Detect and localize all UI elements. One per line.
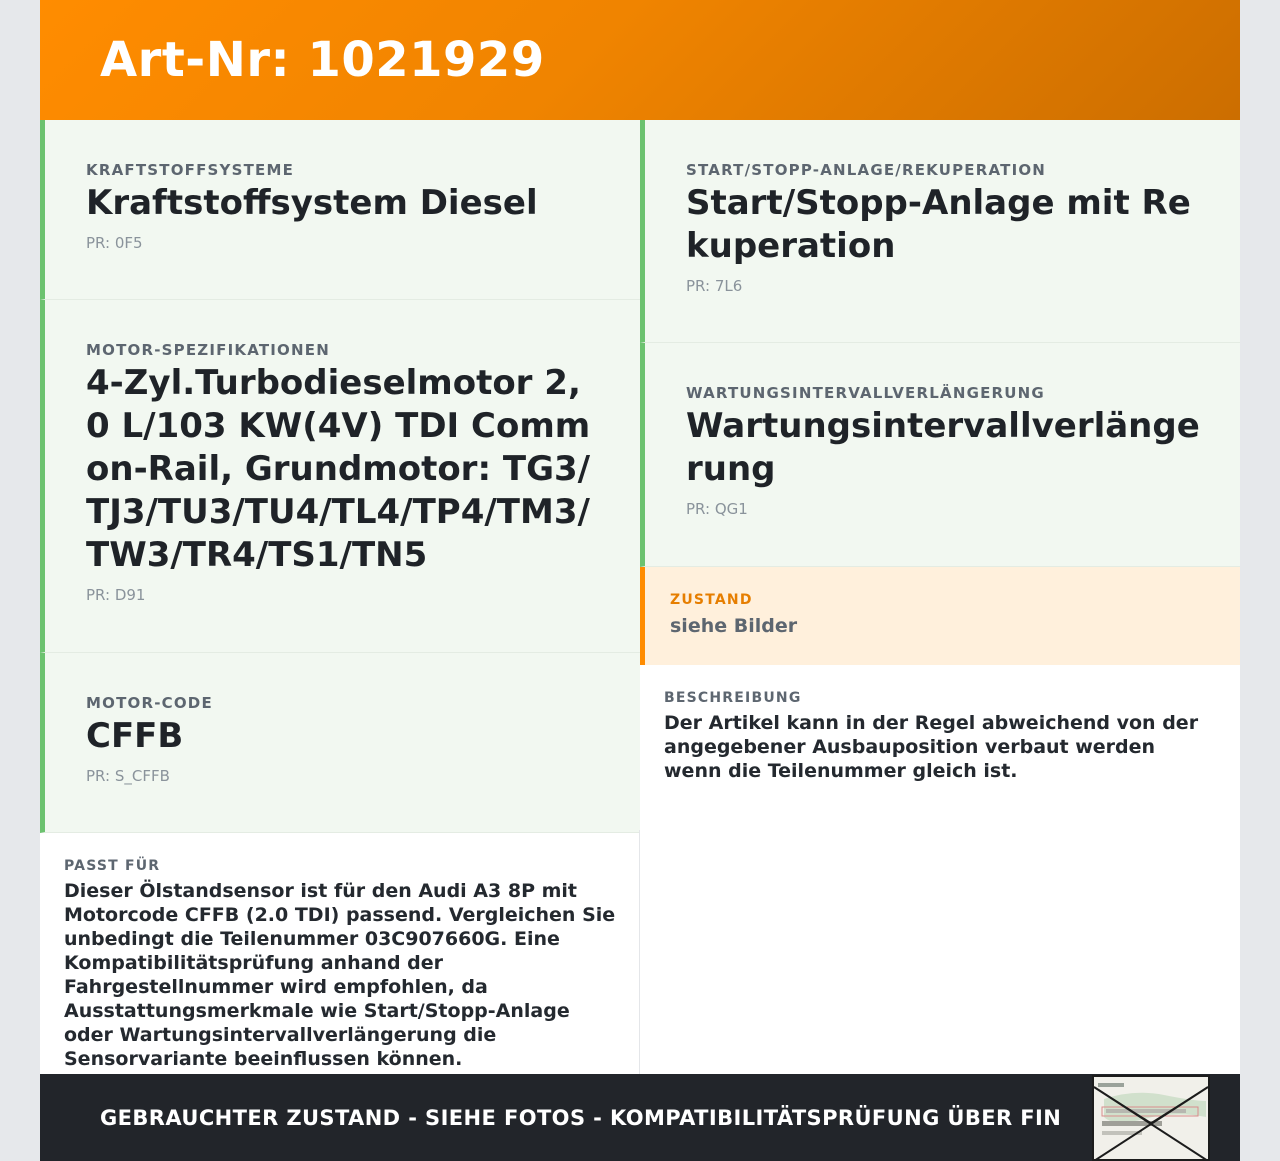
spec-pr-code: PR: D91 (86, 586, 146, 604)
page (40, 0, 1240, 1161)
spec-card-engine-specs (40, 300, 640, 653)
footer-message: GEBRAUCHTER ZUSTAND - SIEHE FOTOS - KOMPATIBILITÄTSPRÜFUNG ÜBER FIN (100, 1105, 1062, 1130)
description-label: BESCHREIBUNG (664, 690, 802, 706)
spec-category: WARTUNGSINTERVALLVERLÄNGERUNG (686, 384, 1045, 402)
spec-card-service-interval (640, 343, 1240, 567)
condition-label: ZUSTAND (670, 592, 753, 608)
spec-title: CFFB (86, 716, 184, 756)
spec-title: Wartungsintervallverlängerung (686, 406, 1200, 489)
spec-title: Start/Stopp-Anlage mit Rekuperation (686, 183, 1191, 266)
right-column (640, 120, 1240, 783)
spec-title: Kraftstoffsystem Diesel (86, 183, 538, 223)
spec-card-engine-code (40, 653, 640, 833)
spec-category: START/STOPP-ANLAGE/REKUPERATION (686, 161, 1047, 179)
column-divider (639, 830, 640, 1074)
description-text: Der Artikel kann in der Regel abweichend von der angegebener Ausbauposition verbaut werden wenn die Teilenummer gleich ist. (664, 712, 1199, 782)
spec-category: MOTOR-SPEZIFIKATIONEN (86, 341, 330, 359)
spec-card-start-stop (640, 120, 1240, 343)
header (40, 0, 1240, 120)
article-number-title: Art-Nr: 1021929 (100, 32, 545, 88)
spec-card-fuel-system (40, 120, 640, 300)
spec-category: KRAFTSTOFFSYSTEME (86, 161, 295, 179)
spec-pr-code: PR: 7L6 (686, 277, 743, 295)
spec-category: MOTOR-CODE (86, 694, 213, 712)
document-thumbnail-icon[interactable] (1092, 1075, 1210, 1161)
left-column (40, 120, 640, 1071)
fits-section (40, 833, 640, 1071)
document-thumbnail-graphic (1094, 1077, 1208, 1161)
spec-pr-code: PR: 0F5 (86, 234, 143, 252)
description-section (640, 665, 1240, 783)
spec-pr-code: PR: S_CFFB (86, 767, 170, 785)
condition-box (640, 567, 1240, 665)
condition-value: siehe Bilder (670, 615, 798, 637)
footer-banner (40, 1074, 1240, 1161)
spec-title: 4-Zyl.Turbodieselmotor 2,0 L/103 KW(4V) TDI Common-Rail, Grundmotor: TG3/TJ3/TU3/TU4/TL4/TP4/TM3/TW3/TR4/TS1/TN5 (86, 363, 591, 575)
spec-pr-code: PR: QG1 (686, 500, 748, 518)
fits-label: PASST FÜR (64, 858, 161, 874)
fits-text: Dieser Ölstandsensor ist für den Audi A3 8P mit Motorcode CFFB (2.0 TDI) passend. Vergleichen Sie unbedingt die Teilenummer 03C907660G. Eine Kompatibilitätsprüfung anhand der Fahrgestellnummer wird empfohlen, da Ausstattungsmerkmale wie Start/Stopp-Anlage oder Wartungsintervallverlängerung die Sensorvariante beeinflussen können. (64, 880, 616, 1070)
